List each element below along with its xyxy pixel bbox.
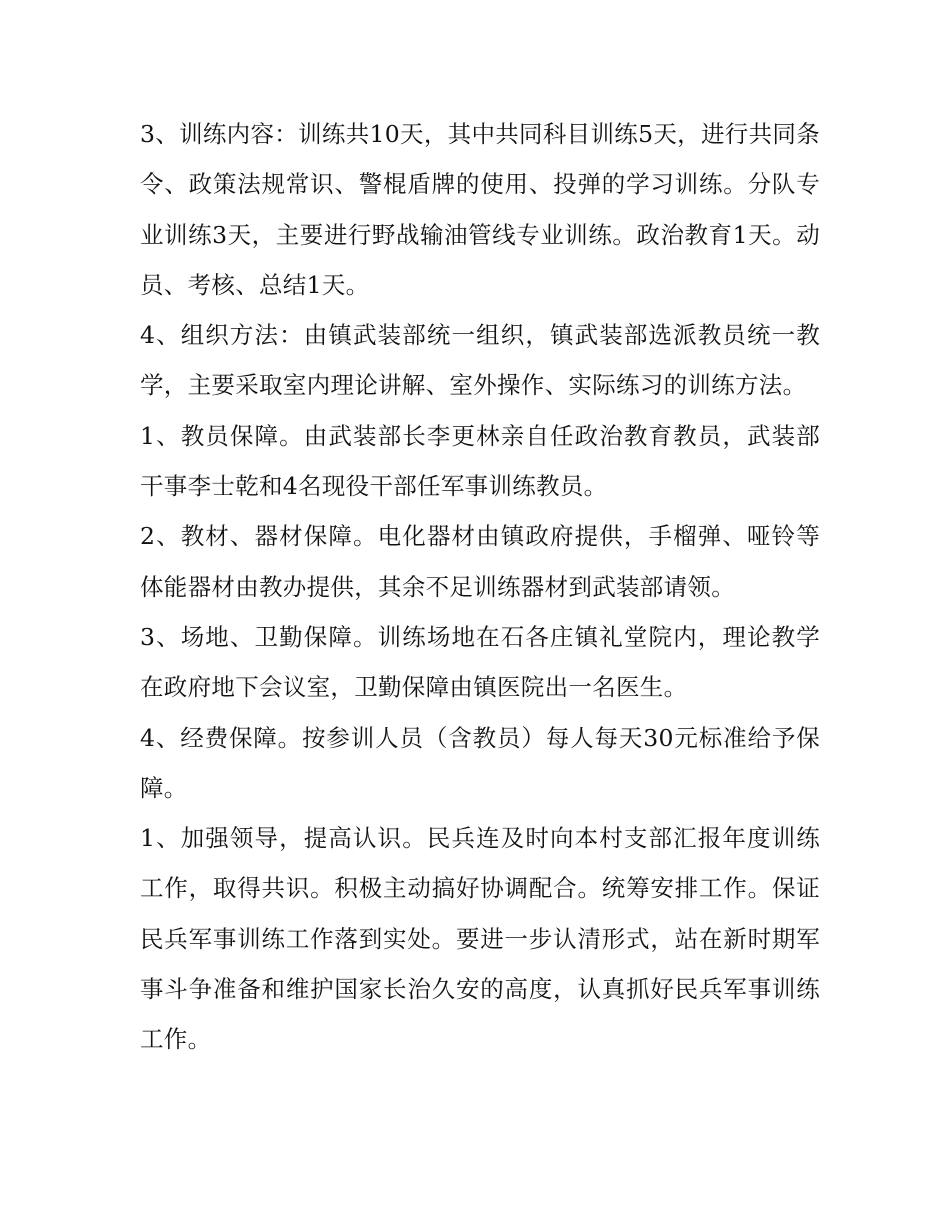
document-page xyxy=(140,109,820,1065)
paragraph-strengthen-leadership: 1、加强领导，提高认识。民兵连及时向本村支部汇报年度训练工作，取得共识。积极主动搞好协调配合。统筹安排工作。保证民兵军事训练工作落到实处。要进一步认清形式，站在新时期军事斗争准备和维护国家长治久安的高度，认真抓好民兵军事训练工作。 xyxy=(140,824,820,1054)
paragraph-materials-support: 2、教材、器材保障。电化器材由镇政府提供，手榴弹、哑铃等体能器材由教办提供，其余不足训练器材到武装部请领。 xyxy=(140,522,820,601)
paragraph-funding-support: 4、经费保障。按参训人员（含教员）每人每天30元标准给予保障。 xyxy=(140,723,820,802)
paragraph-organization-method: 4、组织方法：由镇武装部统一组织，镇武装部选派教员统一教学，主要采取室内理论讲解、室外操作、实际练习的训练方法。 xyxy=(140,321,820,400)
paragraph-training-content: 3、训练内容：训练共10天，其中共同科目训练5天，进行共同条令、政策法规常识、警棍盾牌的使用、投弹的学习训练。分队专业训练3天，主要进行野战输油管线专业训练。政治教育1天。动员、考核、总结1天。 xyxy=(140,120,820,299)
paragraph-site-medical-support: 3、场地、卫勤保障。训练场地在石各庄镇礼堂院内，理论教学在政府地下会议室，卫勤保障由镇医院出一名医生。 xyxy=(140,622,820,702)
paragraph-instructor-support: 1、教员保障。由武装部长李更林亲自任政治教育教员，武装部干事李士乾和4名现役干部任军事训练教员。 xyxy=(140,421,820,501)
